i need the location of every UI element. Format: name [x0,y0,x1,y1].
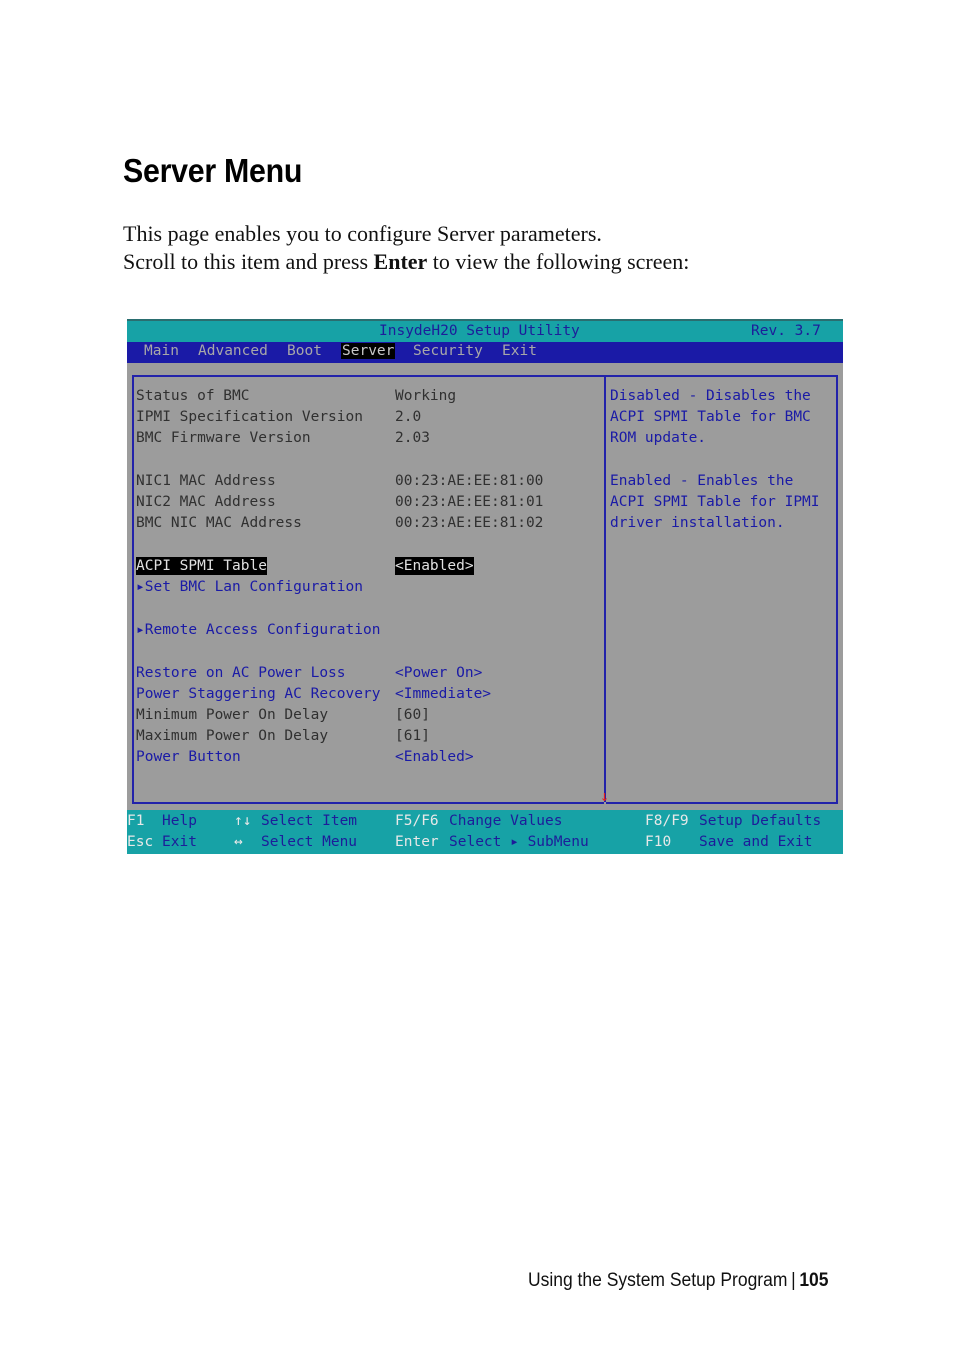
f1-desc: Help [162,813,197,829]
menu-tab-main[interactable]: Main [144,343,179,359]
ipmi-version-value: 2.0 [395,409,422,425]
bmc-firmware-value: 2.03 [395,430,430,446]
bios-menu-bar [127,342,843,363]
menu-tab-server[interactable]: Server [342,343,395,359]
nic1-mac-value: 00:23:AE:EE:81:00 [395,473,544,489]
power-staggering-label[interactable]: Power Staggering AC Recovery [136,686,381,702]
help-line-7: driver installation. [610,515,785,531]
select-menu-desc: Select Menu [261,834,358,850]
select-item-desc: Select Item [261,813,358,829]
page-footer [528,1270,828,1292]
menu-tab-boot[interactable]: Boot [287,343,322,359]
nic2-mac-value: 00:23:AE:EE:81:01 [395,494,544,510]
help-line-6: ACPI SPMI Table for IPMI [610,494,820,510]
nic2-mac-label: NIC2 MAC Address [136,494,276,510]
menu-tab-exit[interactable]: Exit [502,343,537,359]
footer-separator: | [791,1270,796,1291]
setup-defaults-desc: Setup Defaults [699,813,822,829]
ipmi-version-label: IPMI Specification Version [136,409,363,425]
bmc-nic-mac-label: BMC NIC MAC Address [136,515,302,531]
select-submenu-desc: Select ▸ SubMenu [449,834,589,850]
f10-key: F10 [645,834,672,850]
acpi-spmi-table-label[interactable]: ACPI SPMI Table [136,558,267,574]
bmc-status-label: Status of BMC [136,388,250,404]
f8-f9-key: F8/F9 [645,813,689,829]
acpi-spmi-table-value[interactable]: <Enabled> [395,558,474,574]
help-line-5: Enabled - Enables the [610,473,794,489]
intro-line-1: This page enables you to configure Server parameters. [123,221,602,246]
restore-ac-power-loss-value[interactable]: <Power On> [395,665,483,681]
f1-key: F1 [127,813,145,829]
power-button-label[interactable]: Power Button [136,749,241,765]
power-button-value[interactable]: <Enabled> [395,749,474,765]
bios-setup-screenshot [127,319,843,854]
scroll-down-arrow-icon: ↓ [600,787,610,805]
intro-line-2-pre: Scroll to this item and press [123,249,374,274]
left-right-arrows-icon: ↔ [234,834,243,850]
max-power-delay-label: Maximum Power On Delay [136,728,329,744]
enter-key-label: Enter [373,249,428,274]
up-down-arrows-icon: ↑↓ [234,813,252,829]
min-power-delay-value: [60] [395,707,430,723]
help-line-1: Disabled - Disables the [610,388,811,404]
power-staggering-value[interactable]: <Immediate> [395,686,492,702]
intro-line-2-post: to view the following screen: [427,249,690,274]
menu-tab-advanced[interactable]: Advanced [198,343,268,359]
page-number: 105 [799,1270,829,1291]
f5-f6-key: F5/F6 [395,813,439,829]
esc-desc: Exit [162,834,197,850]
min-power-delay-label: Minimum Power On Delay [136,707,329,723]
bios-key-legend [127,810,843,854]
nic1-mac-label: NIC1 MAC Address [136,473,276,489]
bios-revision: Rev. 3.7 [751,323,821,339]
bios-title: InsydeH20 Setup Utility [379,323,580,339]
bios-title-bar [127,319,843,344]
bmc-status-value: Working [395,388,457,404]
help-line-3: ROM update. [610,430,707,446]
submenu-bmc-lan-config[interactable]: ▸Set BMC Lan Configuration [136,579,363,595]
submenu-remote-access-config[interactable]: ▸Remote Access Configuration [136,622,381,638]
esc-key: Esc [127,834,154,850]
enter-key: Enter [395,834,439,850]
intro-text [123,220,689,276]
max-power-delay-value: [61] [395,728,430,744]
menu-tab-security[interactable]: Security [413,343,483,359]
help-line-2: ACPI SPMI Table for BMC [610,409,811,425]
section-title: Using the System Setup Program [528,1270,788,1291]
page-heading: Server Menu [123,152,303,189]
bmc-firmware-label: BMC Firmware Version [136,430,311,446]
restore-ac-power-loss-label[interactable]: Restore on AC Power Loss [136,665,346,681]
change-values-desc: Change Values [449,813,563,829]
save-and-exit-desc: Save and Exit [699,834,813,850]
bmc-nic-mac-value: 00:23:AE:EE:81:02 [395,515,544,531]
